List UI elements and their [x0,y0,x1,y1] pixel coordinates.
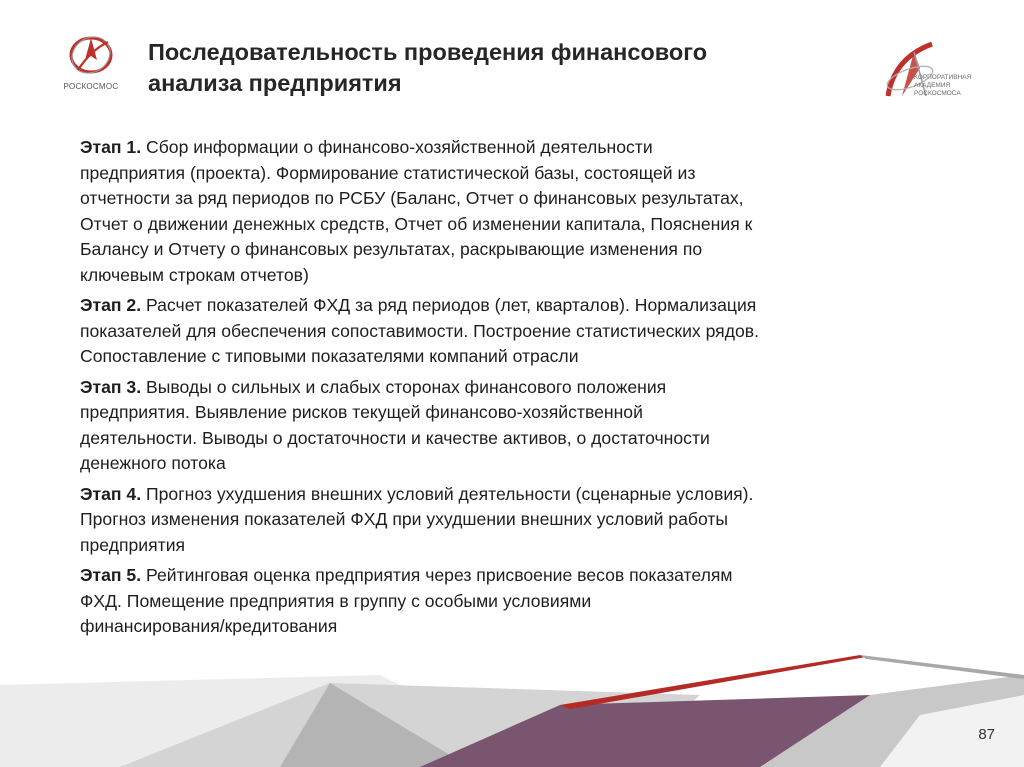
stage-label: Этап 1. [80,137,142,157]
academy-caption-line: РОСКОСМОСА [914,90,961,97]
stage-line: Сопоставление с типовыми показателями компаний отрасли [80,346,579,366]
academy-caption-line: КОРПОРАТИВНАЯ [914,74,972,81]
page-number: 87 [978,726,995,743]
stage-line: предприятия. Выявление рисков текущей финансово-хозяйственной [80,402,643,422]
academy-caption-line: АКАДЕМИЯ [914,82,951,89]
stage-line: Отчет о движении денежных средств, Отчет об изменении капитала, Пояснения к [80,213,753,234]
stage-line: Балансу и Отчету о финансовых результатах, раскрывающие изменения по [80,239,703,259]
stage-line [80,293,960,319]
title-line: анализа предприятия [148,70,402,96]
academy-logo [880,38,990,102]
stage-1 [80,135,960,288]
title-line: Последовательность проведения финансового [148,39,708,65]
stage-text: Выводы о сильных и слабых сторонах финансового положения [141,376,667,397]
page-title [148,37,868,99]
stage-line: финансирования/кредитования [80,616,338,636]
stage-line: отчетности за ряд периодов по РСБУ (Баланс, Отчет о финансовых результатах, [80,188,744,208]
footer-band-accent [860,655,1024,679]
stage-5 [80,563,960,640]
stage-2 [80,293,960,370]
academy-logo-caption [914,74,994,98]
stage-line: ключевым строкам отчетов) [80,264,309,285]
stage-text: Прогноз ухудшения внешних условий деятельности (сценарные условия). [141,483,754,504]
stage-line: показателей для обеспечения сопоставимости. Построение статистических рядов. [80,320,759,341]
stage-line: ФХД. Помещение предприятия в группу с особыми условиями [80,590,592,611]
roscosmos-logo [58,30,124,92]
stage-line: денежного потока [80,453,226,473]
roscosmos-logo-caption: РОСКОСМОС [63,82,119,91]
stage-label: Этап 5. [80,565,142,585]
stage-4 [80,482,960,559]
stage-3 [80,375,960,477]
stage-line: предприятия [80,534,186,555]
stage-line [80,563,960,589]
stage-text: Рейтинговая оценка предприятия через присвоение весов показателям [141,565,733,585]
stage-text: Сбор информации о финансово-хозяйственной деятельности [141,137,653,157]
stage-line [80,135,960,161]
stage-line: предприятия (проекта). Формирование статистической базы, состоящей из [80,162,696,183]
stage-line [80,375,960,401]
stage-text: Расчет показателей ФХД за ряд периодов (лет, кварталов). Нормализация [141,295,757,315]
stage-line: Прогноз изменения показателей ФХД при ухудшении внешних условий работы [80,509,729,529]
stage-label: Этап 4. [80,483,142,504]
stage-label: Этап 2. [80,295,142,315]
roscosmos-logo-icon [58,30,124,82]
stages-list [80,135,960,645]
stage-label: Этап 3. [80,376,142,397]
footer-decoration [0,655,1024,767]
stage-line [80,482,960,508]
stage-line: деятельности. Выводы о достаточности и качестве активов, о достаточности [80,427,710,448]
